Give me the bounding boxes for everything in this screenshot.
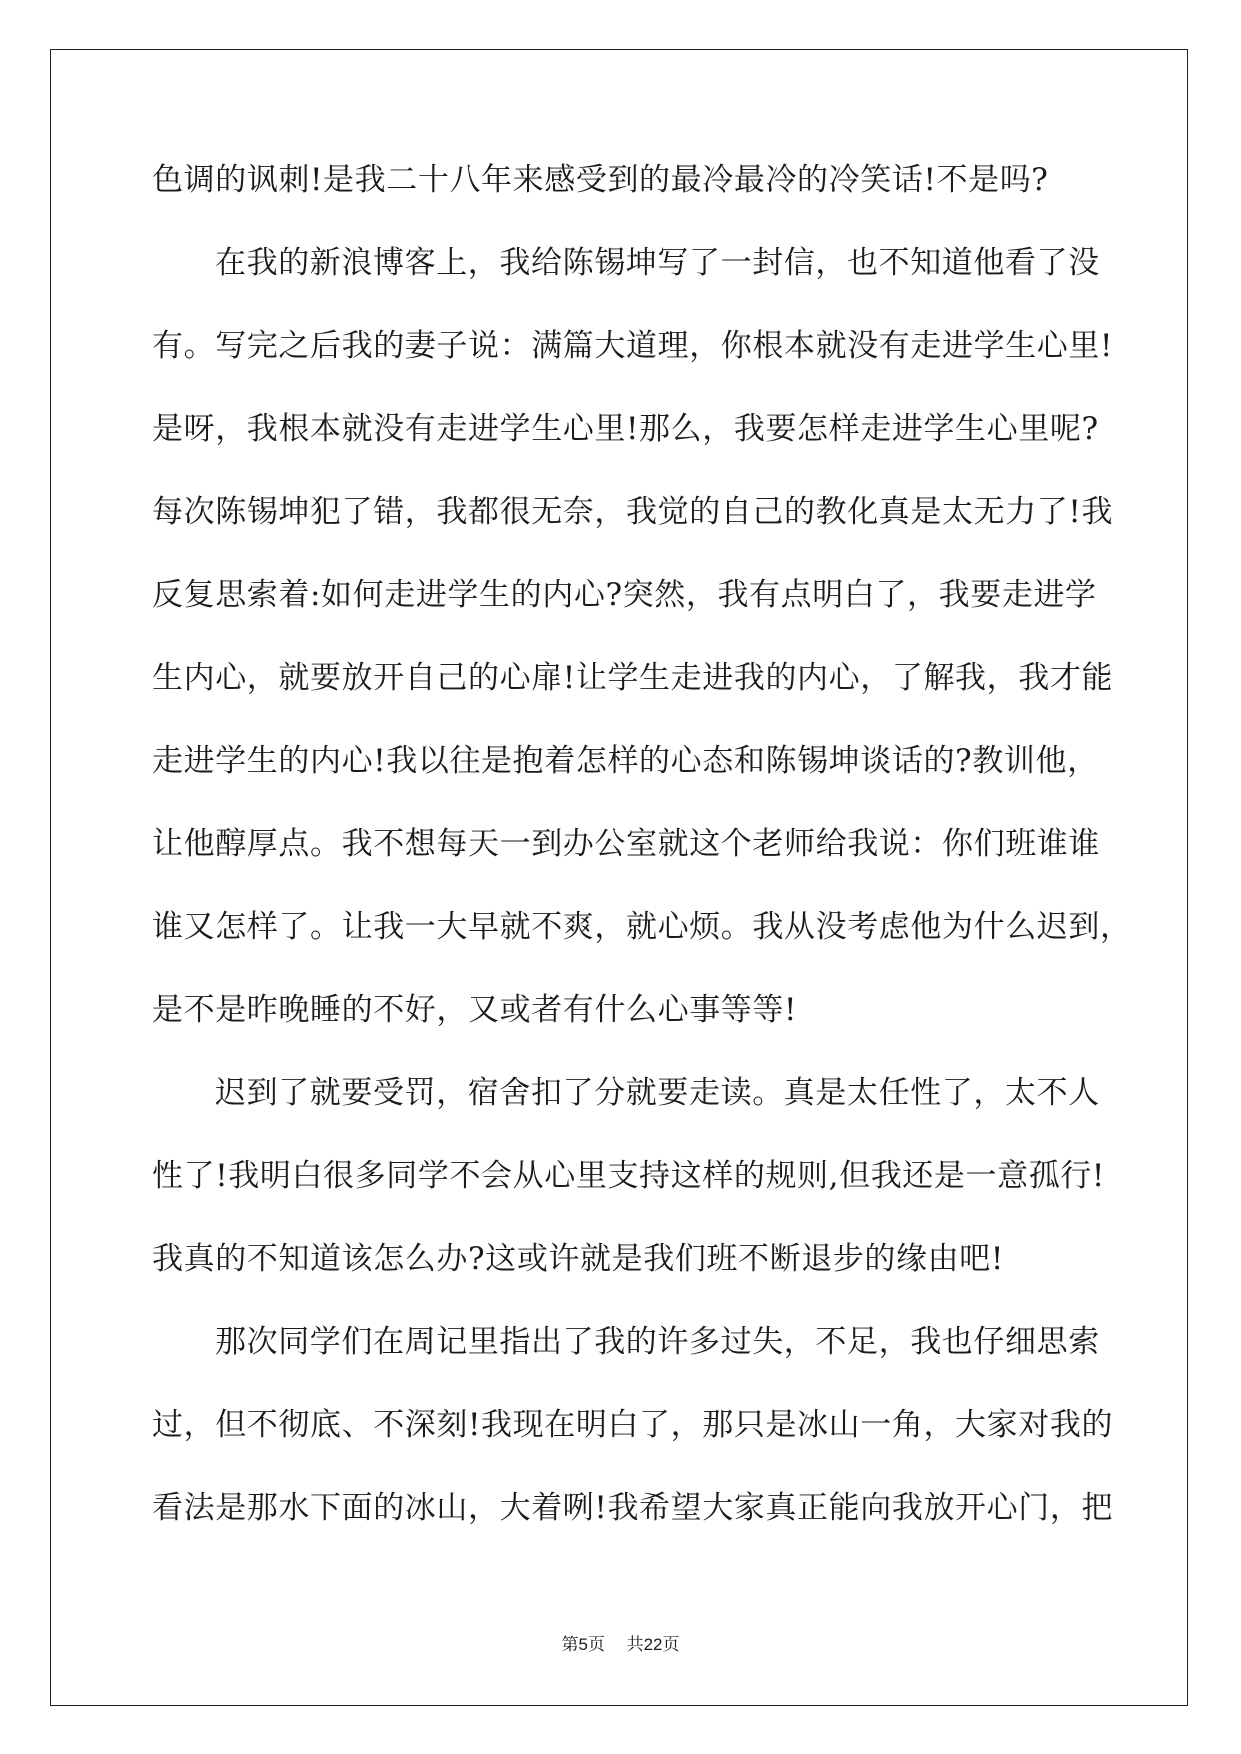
paragraph-first-line: 迟到了就要受罚，宿舍扣了分就要走读。真是太任性了，太不人 xyxy=(215,1075,1100,1111)
total-suffix: 页 xyxy=(662,1635,680,1655)
text-line: 让他醇厚点。我不想每天一到办公室就这个老师给我说：你们班谁谁 xyxy=(152,826,1100,862)
text-line: 我真的不知道该怎么办?这或许就是我们班不断退步的缘由吧! xyxy=(152,1241,1004,1277)
text-line: 谁又怎样了。让我一大早就不爽，就心烦。我从没考虑他为什么迟到， xyxy=(152,909,1132,945)
current-page-number: 5 xyxy=(578,1635,588,1654)
page-footer xyxy=(0,1630,1241,1655)
page-suffix: 页 xyxy=(587,1635,605,1655)
text-line: 生内心，就要放开自己的心扉!让学生走进我的内心，了解我，我才能 xyxy=(152,660,1114,696)
text-line: 有。写完之后我的妻子说：满篇大道理，你根本就没有走进学生心里! xyxy=(152,328,1114,364)
text-line: 每次陈锡坤犯了错，我都很无奈，我觉的自己的教化真是太无力了!我 xyxy=(152,494,1114,530)
text-line: 走进学生的内心!我以往是抱着怎样的心态和陈锡坤谈话的?教训他， xyxy=(152,743,1099,779)
paragraph-first-line: 那次同学们在周记里指出了我的许多过失，不足，我也仔细思索 xyxy=(215,1324,1100,1360)
text-line: 是呀，我根本就没有走进学生心里!那么，我要怎样走进学生心里呢? xyxy=(152,411,1099,447)
text-line: 过，但不彻底、不深刻!我现在明白了，那只是冰山一角，大家对我的 xyxy=(152,1407,1114,1443)
text-line: 看法是那水下面的冰山，大着咧!我希望大家真正能向我放开心门，把 xyxy=(152,1490,1114,1526)
document-body xyxy=(152,160,1132,1571)
page-prefix: 第 xyxy=(561,1635,579,1655)
text-line: 色调的讽刺!是我二十八年来感受到的最冷最冷的冷笑话!不是吗? xyxy=(152,162,1049,198)
text-line: 反复思索着:如何走进学生的内心?突然，我有点明白了，我要走进学 xyxy=(152,577,1097,613)
paragraph-first-line: 在我的新浪博客上，我给陈锡坤写了一封信，也不知道他看了没 xyxy=(215,245,1100,281)
total-page-count: 22 xyxy=(643,1635,663,1654)
text-line: 是不是昨晚睡的不好，又或者有什么心事等等! xyxy=(152,992,798,1028)
total-prefix: 共 xyxy=(626,1635,644,1655)
text-line: 性了!我明白很多同学不会从心里支持这样的规则,但我还是一意孤行! xyxy=(152,1158,1105,1194)
